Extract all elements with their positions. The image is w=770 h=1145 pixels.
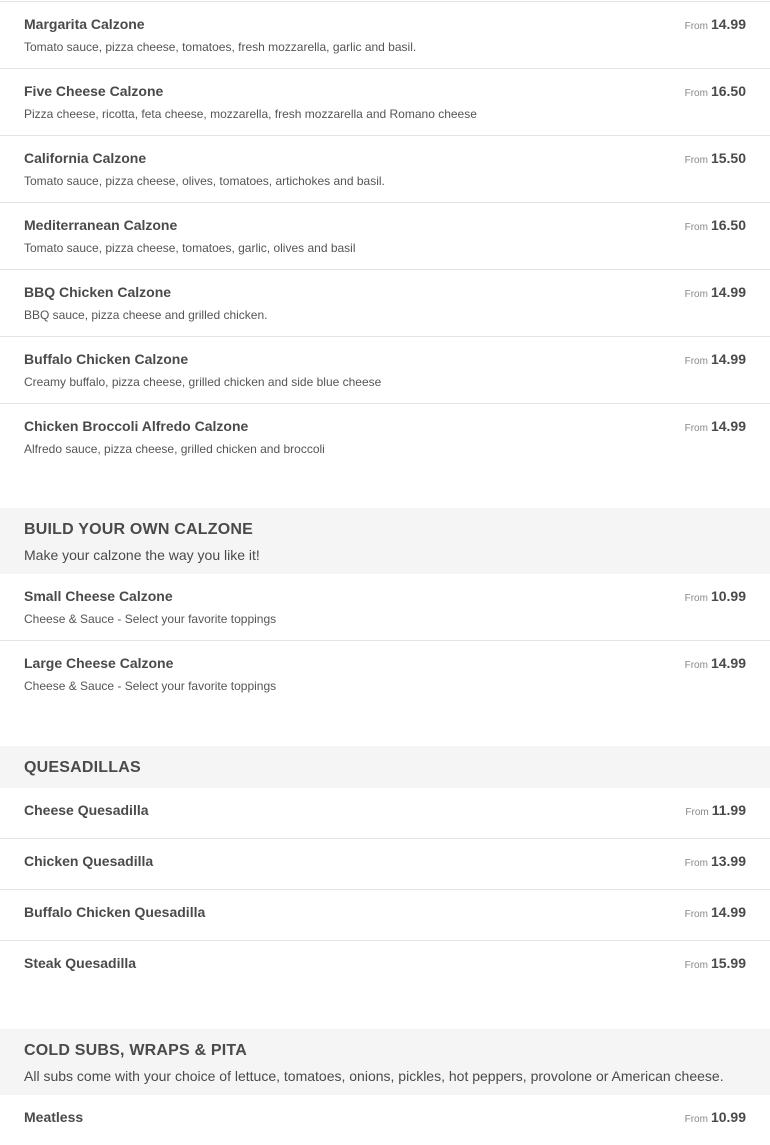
item-price <box>685 1108 746 1129</box>
price-value: 16.50 <box>710 83 746 99</box>
price-value: 10.99 <box>710 588 746 604</box>
item-price <box>685 903 746 924</box>
item-name: Cheese Quesadilla <box>24 802 149 818</box>
price-value: 14.99 <box>710 284 746 300</box>
menu-item-chicken-quesadilla[interactable] <box>0 839 770 890</box>
item-name: Margarita Calzone <box>24 16 145 32</box>
menu-item-small-cheese-calzone[interactable] <box>0 574 770 641</box>
item-description: Tomato sauce, pizza cheese, tomatoes, fresh mozzarella, garlic and basil. <box>24 40 417 54</box>
price-value: 14.99 <box>710 418 746 434</box>
item-price <box>685 654 746 675</box>
item-description: Tomato sauce, pizza cheese, tomatoes, garlic, olives and basil <box>24 241 356 255</box>
item-name: BBQ Chicken Calzone <box>24 284 172 300</box>
item-price <box>685 417 746 438</box>
price-from-label: From <box>684 909 708 920</box>
menu-item-cheese-quesadilla[interactable] <box>0 788 770 839</box>
price-value: 14.99 <box>710 904 746 920</box>
item-description: Tomato sauce, pizza cheese, olives, tomatoes, artichokes and basil. <box>24 174 385 188</box>
item-price <box>685 954 746 975</box>
item-description: Alfredo sauce, pizza cheese, grilled chicken and broccoli <box>24 442 325 456</box>
section-header-cold-subs <box>0 1029 770 1095</box>
cold-subs-list <box>0 1095 770 1145</box>
price-value: 14.99 <box>710 351 746 367</box>
section-title: QUESADILLAS <box>24 759 141 776</box>
item-name: Large Cheese Calzone <box>24 655 174 671</box>
menu-item-mediterranean-calzone[interactable] <box>0 203 770 270</box>
item-name: Five Cheese Calzone <box>24 83 164 99</box>
calzone-list <box>0 2 770 508</box>
price-value: 15.50 <box>710 150 746 166</box>
section-subtitle: Make your calzone the way you like it! <box>24 547 260 563</box>
price-from-label: From <box>684 356 708 367</box>
section-header-build-your-own <box>0 508 770 574</box>
menu-item-chicken-broccoli-alfredo-calzone[interactable] <box>0 404 770 508</box>
price-value: 10.99 <box>710 1109 746 1125</box>
item-price <box>685 801 746 822</box>
price-from-label: From <box>685 807 709 818</box>
price-value: 15.99 <box>710 955 746 971</box>
item-name: Chicken Quesadilla <box>24 853 154 869</box>
item-price <box>685 350 746 371</box>
menu-page <box>0 2 770 1145</box>
menu-item-five-cheese-calzone[interactable] <box>0 69 770 136</box>
menu-item-bbq-chicken-calzone[interactable] <box>0 270 770 337</box>
section-title: COLD SUBS, WRAPS & PITA <box>24 1042 247 1059</box>
item-name: Meatless <box>24 1109 84 1125</box>
item-description: Creamy buffalo, pizza cheese, grilled chicken and side blue cheese <box>24 375 382 389</box>
price-from-label: From <box>684 88 708 99</box>
section-title: BUILD YOUR OWN CALZONE <box>24 521 253 538</box>
menu-item-meatless[interactable] <box>0 1095 770 1145</box>
item-description: Cheese & Sauce - Select your favorite toppings <box>24 612 277 626</box>
menu-item-buffalo-chicken-calzone[interactable] <box>0 337 770 404</box>
item-name: Steak Quesadilla <box>24 955 137 971</box>
price-from-label: From <box>684 593 708 604</box>
item-price <box>685 82 746 103</box>
item-name: Mediterranean Calzone <box>24 217 178 233</box>
item-name: Buffalo Chicken Calzone <box>24 351 189 367</box>
price-from-label: From <box>684 21 708 32</box>
price-from-label: From <box>684 960 708 971</box>
item-description: BBQ sauce, pizza cheese and grilled chicken. <box>24 308 268 322</box>
item-description: Pizza cheese, ricotta, feta cheese, mozzarella, fresh mozzarella and Romano cheese <box>24 107 477 121</box>
item-price <box>685 283 746 304</box>
item-price <box>685 852 746 873</box>
section-subtitle: All subs come with your choice of lettuce, tomatoes, onions, pickles, hot peppers, provolone or American cheese. <box>24 1068 724 1084</box>
item-description: Cheese & Sauce - Select your favorite toppings <box>24 679 277 693</box>
price-value: 13.99 <box>710 853 746 869</box>
price-from-label: From <box>684 222 708 233</box>
price-from-label: From <box>684 660 708 671</box>
price-from-label: From <box>684 423 708 434</box>
item-price <box>685 216 746 237</box>
build-your-own-list <box>0 574 770 746</box>
price-value: 11.99 <box>711 802 746 818</box>
price-value: 14.99 <box>710 16 746 32</box>
menu-item-california-calzone[interactable] <box>0 136 770 203</box>
item-name: Small Cheese Calzone <box>24 588 173 604</box>
menu-item-buffalo-chicken-quesadilla[interactable] <box>0 890 770 941</box>
menu-item-margarita-calzone[interactable] <box>0 2 770 69</box>
menu-item-large-cheese-calzone[interactable] <box>0 641 770 746</box>
price-from-label: From <box>684 155 708 166</box>
quesadillas-list <box>0 788 770 1029</box>
section-header-quesadillas <box>0 746 770 788</box>
menu-item-steak-quesadilla[interactable] <box>0 941 770 1029</box>
item-price <box>685 15 746 36</box>
item-name: Buffalo Chicken Quesadilla <box>24 904 206 920</box>
item-name: California Calzone <box>24 150 147 166</box>
price-value: 14.99 <box>710 655 746 671</box>
price-from-label: From <box>684 858 708 869</box>
item-name: Chicken Broccoli Alfredo Calzone <box>24 418 249 434</box>
price-value: 16.50 <box>710 217 746 233</box>
item-price <box>685 587 746 608</box>
price-from-label: From <box>684 1114 708 1125</box>
price-from-label: From <box>684 289 708 300</box>
item-price <box>685 149 746 170</box>
